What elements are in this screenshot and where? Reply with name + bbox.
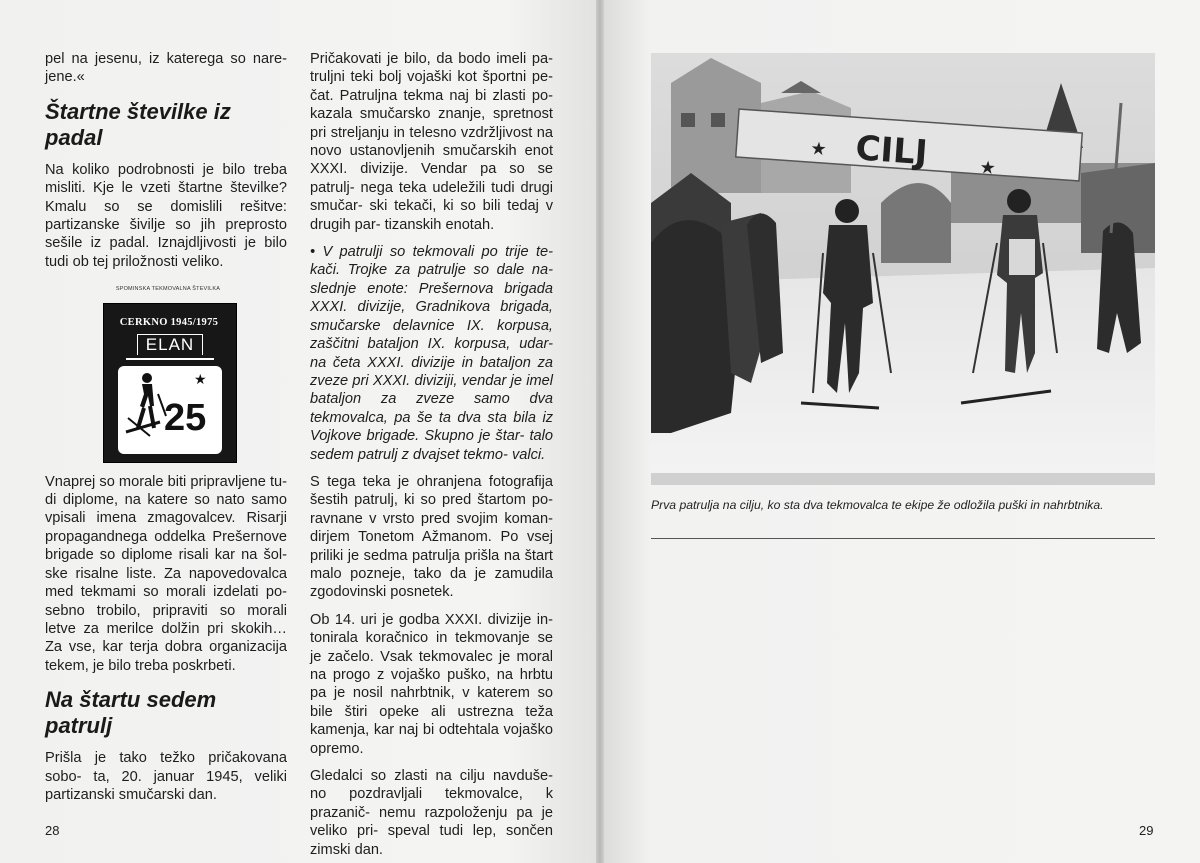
banner-text: CILJ	[854, 128, 929, 174]
page-number-right: 29	[1139, 823, 1154, 838]
bib-number-panel	[118, 366, 222, 454]
svg-text:★: ★	[978, 157, 997, 180]
book-gutter	[596, 0, 604, 863]
paragraph: S tega teka je ohranjena fotografija šestih patrulj, ki so pred štartom po- ravnane v vrsto pred svojim koman- dirjem Tonetom Ažmanom. Po vsej priliki je sedma patrulja prišla na štart malo pozneje, tako da je zamudila zgodovinski posnetek.	[310, 473, 553, 601]
caption-rule	[651, 538, 1155, 539]
paragraph: Gledalci so zlasti na cilju navduše- no pozdravljali tekmovalce, k prazanič- nemu razpoloženju pa je veliko pri- speval tudi lep, sončen zimski dan.	[310, 768, 553, 858]
paragraph: Prišla je tako težko pričakovana sobo- ta, 20. januar 1945, veliki partizanski smučarski dan.	[45, 750, 287, 803]
star-icon: ★	[194, 370, 207, 387]
start-number-bib-image	[103, 303, 237, 463]
page-number-left: 28	[45, 823, 60, 838]
heading-start-numbers: Štartne številke iz padal	[45, 98, 231, 150]
bib-number: 25	[164, 396, 207, 439]
figure-caption: SPOMINSKA TEKMOVALNA ŠTEVILKA	[115, 286, 221, 293]
svg-text:★: ★	[809, 138, 828, 161]
left-column-2	[310, 50, 553, 859]
left-column-1	[45, 50, 287, 804]
paragraph: Pričakovati je bilo, da bodo imeli pa- truljni teki bolj vojaški kot športni pe- čat. Patruljna tekma naj bi zlasti po- kazala smučarsko znanje, spretnost pri streljanju in telesno vzdržljivost na novo ustanovljenih smučarskih enot XXXI. divizije. Vendar pa so se patrulj- nega teka udeležili tudi drugi smučar- ski tekači, ki so bili tedaj v drugih par- tizanskih enotah.	[310, 51, 553, 233]
photo-illustration	[651, 53, 1155, 485]
bib-title: CERKNO 1945/1975	[119, 316, 219, 328]
paragraph-continuation: pel na jesenu, iz katerega so nare- jene.«	[45, 51, 287, 86]
start-number-figure	[103, 280, 233, 462]
finish-line-photo	[651, 53, 1155, 485]
paragraph: Ob 14. uri je godba XXXI. divizije in- tonirala koračnico in tekmovanje se je začelo. Vsak tekmovalec je moral na progo z vojaško puško, na hrbtu pa je nosil nahrbtnik, v katerem so bile štiri opeke ali ustrezna teža kamenja, kar naj bi odtehtala vojaško opremo.	[310, 611, 553, 757]
paragraph: Vnaprej so morale biti pripravljene tu- di diplome, na katere so nato samo vpisali imena zmagovalcev. Risarji propagandnega oddelka Prešernove brigade so diplome risali kar na šol- ske risalne liste. Za napovedovalca med tekmami so morali izdelati po- sebno trobilo, pripraviti so morali letve za merilce dolžin pri skokih… Za vse, kar terja dobra organizacija tekem, je bilo treba poskrbeti.	[45, 473, 287, 674]
bib-brand-logo: ELAN	[137, 334, 203, 355]
photo-caption: Prva patrulja na cilju, ko sta dva tekmovalca te ekipe že odložila puški in nahrbtnika.	[651, 498, 1104, 512]
paragraph: Na koliko podrobnosti je bilo treba misliti. Kje le vzeti štartne številke? Kmalu so se domislili rešitve: partizanske šivilje so jih preprosto sešile iz padal. Iznajdljivosti je bilo tudi ob tej priložnosti veliko.	[45, 161, 287, 270]
skier-icon	[120, 366, 170, 454]
heading-start-patrols: Na štartu sedem patrulj	[45, 687, 217, 739]
paragraph-italic: • V patrulji so tekmovali po trije te- kači. Trojke za patrulje so dale na- slednje enote: Prešernova brigada XXXI. divizije, Gradnikova brigada, smučarske delavnice IX. korpusa, zaščitni bataljon IX. korpusa, udar- na četa XXXI. divizije in bataljon za zveze pri XXXI. diviziji, vendar je imel bataljon za zveze samo dva tekmovalca, pa še ta dva sta bila iz Vojkove brigade. Skupno je štar- talo sedem patrulj z dvajset tekmo- valci.	[310, 244, 553, 463]
bib-divider	[126, 358, 214, 360]
